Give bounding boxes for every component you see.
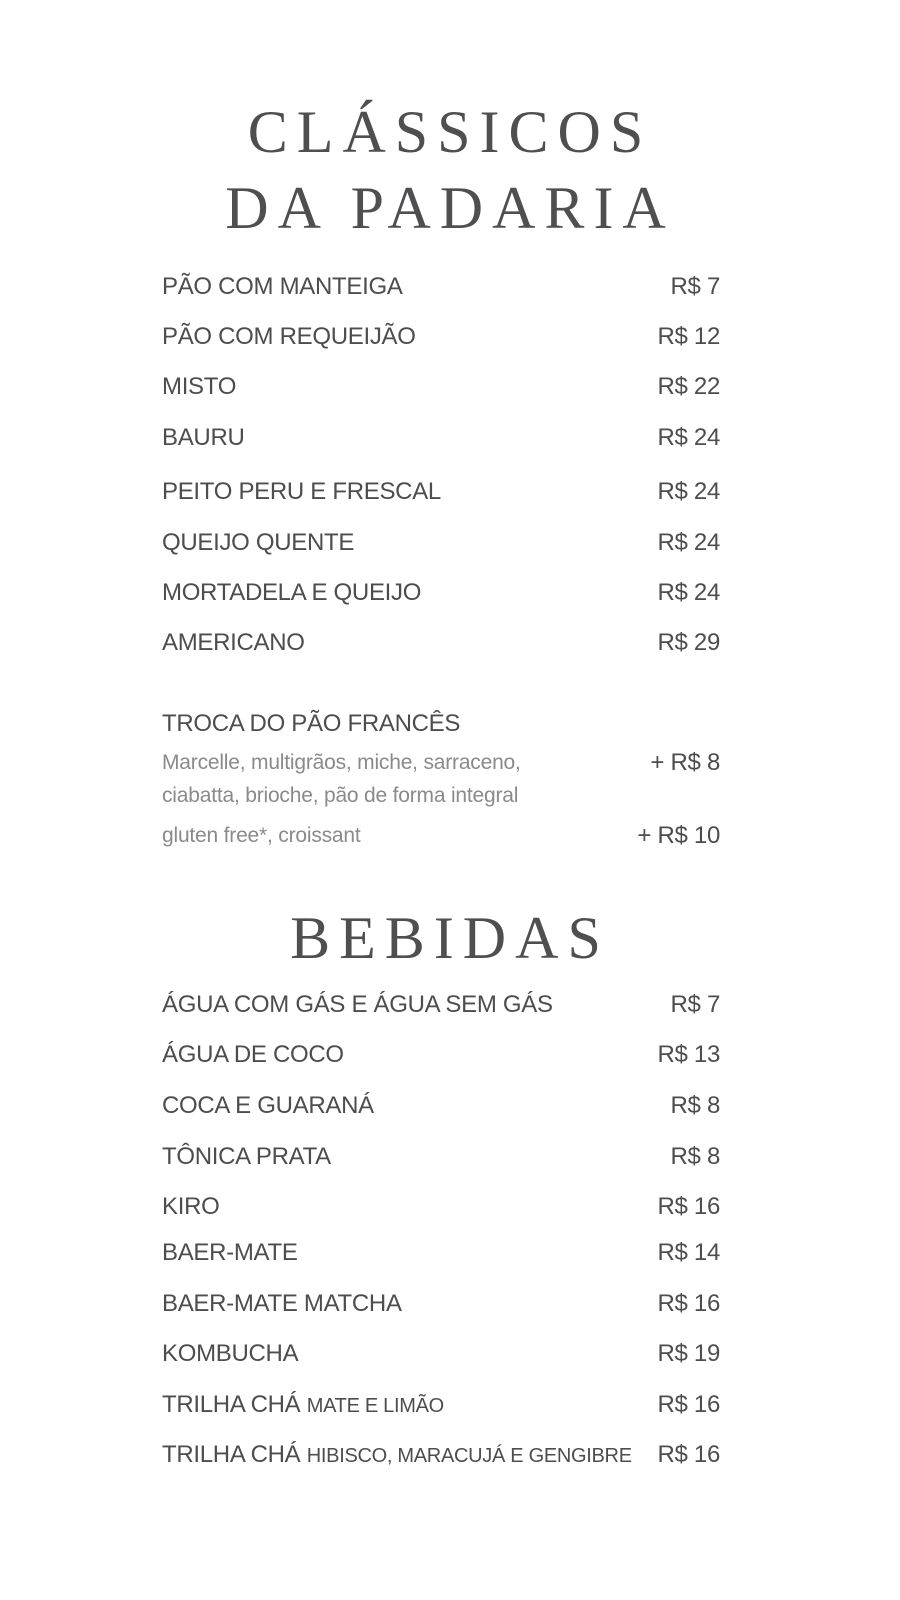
menu-item-name: BAER-MATE MATCHA (162, 1290, 402, 1317)
section-title-bebidas (0, 900, 900, 976)
bread-swap-heading: TROCA DO PÃO FRANCÊS (162, 710, 461, 737)
menu-item (162, 1137, 722, 1177)
menu-item-price: R$ 12 (657, 323, 720, 350)
menu-item-price: R$ 24 (657, 424, 720, 451)
menu-item (162, 317, 722, 357)
section-title-line-2: DA PADARIA (225, 175, 675, 241)
bread-swap-option-price: + R$ 8 (650, 749, 720, 776)
menu-item-price: R$ 8 (670, 1143, 720, 1170)
menu-item (162, 418, 722, 458)
menu-item (162, 623, 722, 663)
menu-item (162, 1334, 722, 1374)
menu-item-name: ÁGUA COM GÁS E ÁGUA SEM GÁS (162, 991, 553, 1018)
menu-item-price: R$ 24 (657, 478, 720, 505)
menu-item-name: MISTO (162, 373, 237, 400)
bread-swap-option-price: + R$ 10 (637, 822, 720, 849)
menu-item-price: R$ 16 (657, 1391, 720, 1418)
menu-item-price: R$ 22 (657, 373, 720, 400)
menu-item (162, 573, 722, 613)
bread-swap-option (162, 819, 722, 852)
menu-item-price: R$ 7 (670, 991, 720, 1018)
menu-item-name: ÁGUA DE COCO (162, 1041, 344, 1068)
menu-item (162, 1385, 722, 1425)
menu-item-price: R$ 24 (657, 579, 720, 606)
menu-item (162, 523, 722, 563)
bread-swap-option-description (162, 819, 361, 852)
bread-swap-option-line: Marcelle, multigrãos, miche, sarraceno, (162, 751, 521, 774)
menu-item-name (162, 1385, 444, 1426)
menu-item (162, 267, 722, 307)
bread-swap-option-line: gluten free*, croissant (162, 824, 361, 847)
menu-item (162, 1035, 722, 1075)
menu-item-name: MORTADELA E QUEIJO (162, 579, 422, 606)
menu-item (162, 985, 722, 1025)
menu-item-name: TÔNICA PRATA (162, 1143, 331, 1170)
menu-item-name: AMERICANO (162, 629, 305, 656)
menu-item-name: COCA E GUARANÁ (162, 1092, 374, 1119)
menu-item (162, 367, 722, 407)
menu-item-name: KIRO (162, 1193, 220, 1220)
menu-item (162, 1233, 722, 1273)
menu-item-name: PÃO COM REQUEIJÃO (162, 323, 416, 350)
menu-item-name: PEITO PERU E FRESCAL (162, 478, 441, 505)
menu-item (162, 1187, 722, 1227)
bread-swap-option-description (162, 746, 521, 812)
menu-item-price: R$ 19 (657, 1340, 720, 1367)
section-title-classicos (0, 94, 900, 246)
menu-item-price: R$ 8 (670, 1092, 720, 1119)
menu-item-price: R$ 24 (657, 529, 720, 556)
menu-item (162, 472, 722, 512)
menu-item-name: BAURU (162, 424, 245, 451)
menu-item (162, 1435, 722, 1475)
bread-swap-option (162, 746, 722, 812)
menu-item-price: R$ 14 (657, 1239, 720, 1266)
menu-item-price: R$ 13 (657, 1041, 720, 1068)
section-title-line-1: BEBIDAS (290, 905, 610, 971)
bread-swap-option-line: ciabatta, brioche, pão de forma integral (162, 784, 519, 807)
menu-item-name: PÃO COM MANTEIGA (162, 273, 403, 300)
menu-item-price: R$ 7 (670, 273, 720, 300)
menu-item-price: R$ 16 (657, 1193, 720, 1220)
menu-item-name-main: TRILHA CHÁ (162, 1391, 301, 1418)
menu-item-name-detail: MATE E LIMÃO (306, 1395, 444, 1417)
menu-item-price: R$ 29 (657, 629, 720, 656)
menu-item-name (162, 1435, 632, 1476)
menu-item-name-detail: HIBISCO, MARACUJÁ E GENGIBRE (306, 1445, 632, 1467)
menu-item-name: QUEIJO QUENTE (162, 529, 355, 556)
menu-item (162, 1086, 722, 1126)
menu-item-name: KOMBUCHA (162, 1340, 299, 1367)
menu-item (162, 1284, 722, 1324)
menu-item-name-main: TRILHA CHÁ (162, 1441, 301, 1468)
menu-item-price: R$ 16 (657, 1441, 720, 1468)
menu-item-name: BAER-MATE (162, 1239, 298, 1266)
section-title-line-1: CLÁSSICOS (247, 99, 653, 165)
menu-item-price: R$ 16 (657, 1290, 720, 1317)
